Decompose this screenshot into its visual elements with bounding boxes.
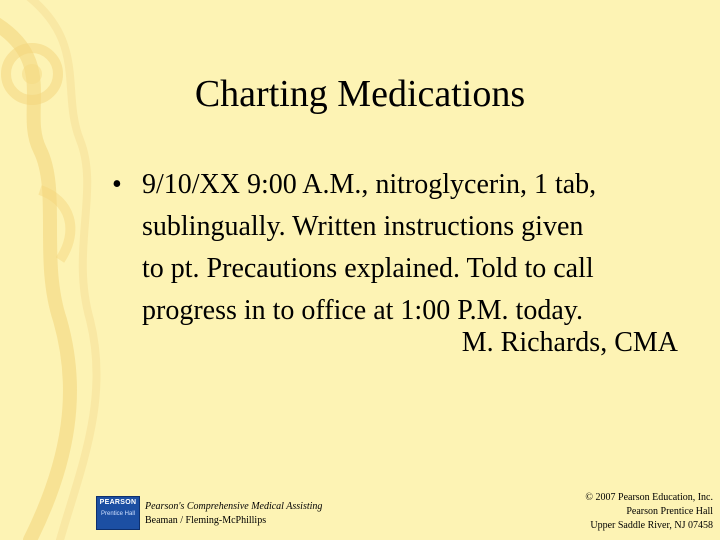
pearson-logo [96,496,140,530]
footer-book-info [145,500,405,528]
footer-copyright [453,491,713,533]
bullet-text [142,164,692,332]
book-title: Pearson's Comprehensive Medical Assisting [145,501,323,512]
book-authors: Beaman / Fleming-McPhillips [145,515,267,526]
copyright-line: © 2007 Pearson Education, Inc. [585,492,713,503]
bullet-line: to pt. Precautions explained. Told to call [142,253,594,284]
bullet-line: 9/10/XX 9:00 A.M., nitroglycerin, 1 tab, [142,169,597,200]
logo-wordmark: PEARSON [99,499,137,506]
copyright-line: Pearson Prentice Hall [626,506,713,517]
logo-imprint: Prentice Hall [100,511,135,517]
slide-title: Charting Medications [194,73,526,115]
bullet-line: progress in to office at 1:00 P.M. today. [142,295,583,326]
bullet-line: sublingually. Written instructions given [142,211,584,242]
signature: M. Richards, CMA [461,327,678,358]
copyright-line: Upper Saddle River, NJ 07458 [590,520,713,531]
bullet-marker: • [112,169,122,200]
